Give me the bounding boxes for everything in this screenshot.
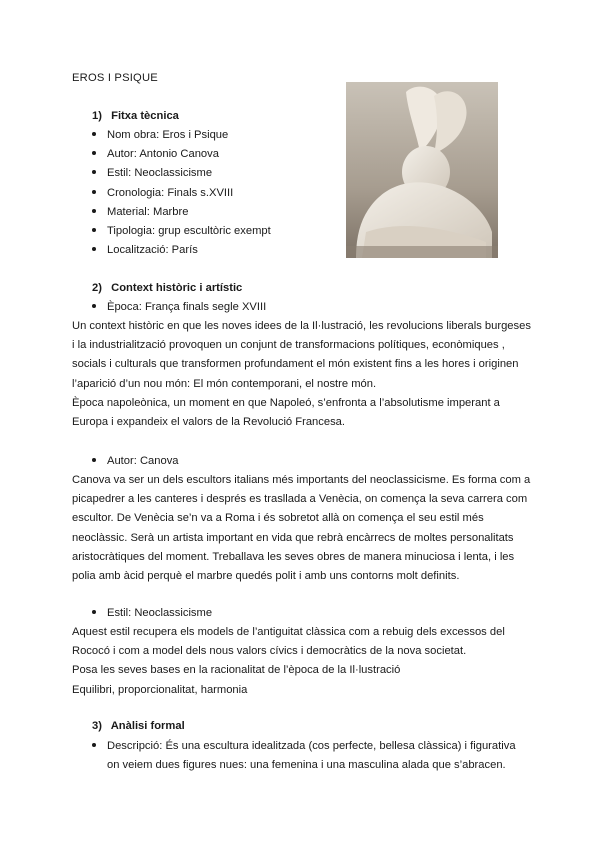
technical-sheet-list (92, 126, 271, 260)
bullet-icon (92, 209, 96, 213)
list-item: Tipologia: grup escultòric exempt (92, 222, 271, 241)
bullet-icon (92, 304, 96, 308)
bullet-icon (92, 228, 96, 232)
bullet-icon (92, 743, 96, 747)
section-3-title: Anàlisi formal (110, 720, 185, 732)
estil-bullet-list (92, 604, 212, 623)
list-item: Nom obra: Eros i Psique (92, 126, 271, 145)
sculpture-illustration (346, 82, 498, 258)
bullet-icon (92, 190, 96, 194)
autor-bullet-list (92, 452, 179, 471)
section-3-number: 3) (92, 720, 102, 732)
epoca-paragraph: Un context històric en que les noves idees de la Il·lustració, les revolucions liberals burgeses i la industrialització provoquen un conjunt de transformacions polítiques, econòmiques , socials i culturals que transformen profundament el món existent fins a les hores i originen l’aparició d’un nou món: El món contemporani, el nostre món. Època napoleònica, un moment en que Napoleó, s’enfronta a l’absolutisme imperant a Europa i expandeix el valors de la Revolució Francesa. (72, 320, 531, 428)
list-item: Estil: Neoclassicisme (92, 604, 212, 623)
document-title: EROS I PSIQUE (72, 72, 158, 84)
list-item: Autor: Canova (92, 452, 179, 471)
autor-paragraph: Canova va ser un dels escultors italians més importants del neoclassicisme. Es forma com a picapedrer a les canteres i després es trasllada a Venècia, on comença la seva carrera com escultor. De Venècia se’n va a Roma i és sobretot allà on comença el seu estil més neoclàssic. Serà un artista important en vida que rebrà encàrrecs de moltes personalitats aristocràtiques del moment. Treballava les seves obres de manera minuciosa i lenta, i les polia amb àcid perquè el marbre quedés polit i amb uns contorns molt definits. (72, 474, 531, 582)
section-2-heading (92, 282, 242, 294)
section-2-number: 2) (92, 282, 102, 294)
section-1-heading (92, 110, 179, 122)
list-item: Localització: París (92, 241, 271, 260)
epoca-bullet-list (92, 298, 266, 317)
list-item: Cronologia: Finals s.XVIII (92, 184, 271, 203)
section-3-heading (92, 720, 185, 732)
section-1-title: Fitxa tècnica (111, 110, 179, 122)
description-item: Descripció: És una escultura idealitzada (cos perfecte, bellesa clàssica) i figurativa on veiem dues figures nues: una femenina i una masculina alada que s’abracen. (92, 737, 542, 775)
bullet-icon (92, 151, 96, 155)
list-item: Autor: Antonio Canova (92, 145, 271, 164)
bullet-icon (92, 247, 96, 251)
list-item: Material: Marbre (92, 203, 271, 222)
section-2-title: Context històric i artístic (111, 282, 243, 294)
section-1-number: 1) (92, 110, 102, 122)
list-item: Època: França finals segle XVIII (92, 298, 266, 317)
list-item: Estil: Neoclassicisme (92, 164, 271, 183)
estil-paragraph: Aquest estil recupera els models de l’antiguitat clàssica com a rebuig dels excessos del Rococó i com a model dels nous valors cívics i democràtics de la nova societat. Posa les seves bases en la racionalitat de l’època de la Il·lustració Equilibri, proporcionalitat, harmonia (72, 626, 505, 696)
bullet-icon (92, 132, 96, 136)
bullet-icon (92, 458, 96, 462)
sculpture-photo (346, 82, 498, 258)
bullet-icon (92, 610, 96, 614)
bullet-icon (92, 170, 96, 174)
